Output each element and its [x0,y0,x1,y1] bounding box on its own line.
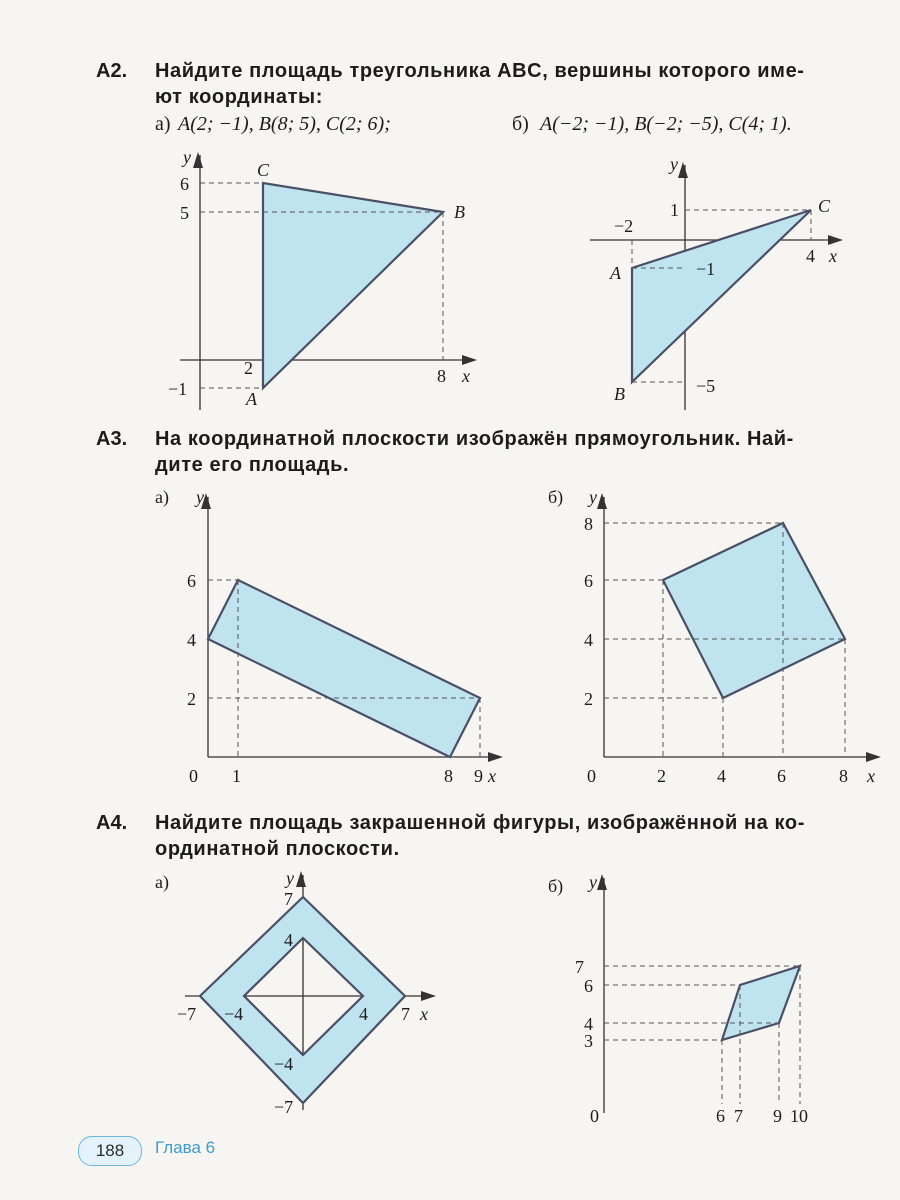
tick-label: 8 [437,366,446,386]
axis-label-y: y [183,147,191,167]
tick-label: −7 [274,1097,294,1117]
tick-label: 4 [359,1004,368,1024]
tick-label: 8 [444,766,453,786]
task-a3-text-line1: На координатной плоскости изображён прямоугольник. Най- [155,428,794,450]
tick-label: 1 [670,200,679,220]
tick-label: 2 [244,358,253,378]
tick-label: 5 [180,203,189,223]
tick-label: 2 [584,689,593,709]
vertex-label-b: B [454,202,465,222]
figure-label-b: б) [548,876,564,896]
tick-label: −4 [224,1004,244,1024]
vertex-label-c: C [257,160,270,180]
tick-label: 7 [575,957,584,977]
tick-label: 1 [232,766,241,786]
chapter-label: Глава 6 [155,1138,216,1157]
figure-label-b: б) [548,487,564,507]
task-a2-option-a: A(2; −1), B(8; 5), C(2; 6); [178,113,391,135]
task-a3-text-line2: дите его площадь. [155,454,350,476]
tick-label: 0 [590,1106,599,1126]
task-a2-option-a-label: а) [155,113,171,135]
task-a2-text-line1: Найдите площадь треугольника ABC, вершины которого име- [155,60,805,82]
tick-label: 2 [657,766,666,786]
tick-label: 6 [777,766,786,786]
tick-label: −4 [274,1054,294,1074]
task-a4-text-line2: ординатной плоскости. [155,838,400,860]
tick-label: 2 [187,689,196,709]
vertex-label-a: A [246,389,257,409]
tick-label: 4 [717,766,726,786]
tick-label: 6 [716,1106,725,1126]
tick-label: 3 [584,1031,593,1051]
vertex-label-a: A [610,263,621,283]
tick-label: 9 [474,766,483,786]
axis-label-x: x [420,1004,428,1024]
axis-label-y: y [196,487,204,507]
axis-label-x: x [829,246,837,266]
tick-label: 0 [587,766,596,786]
tick-label: 4 [584,1014,593,1034]
parallelogram [722,966,800,1040]
tick-label: 7 [401,1004,410,1024]
axis-label-x: x [488,766,496,786]
tick-label: 10 [790,1106,808,1126]
task-a4-text-line1: Найдите площадь закрашенной фигуры, изображённой на ко- [155,812,805,834]
tick-label: 6 [187,571,196,591]
tick-label: 4 [284,930,293,950]
task-a3-number: A3. [96,428,128,450]
task-a2-text-line2: ют координаты: [155,86,323,108]
tick-label: 6 [584,976,593,996]
task-a4-number: A4. [96,812,128,834]
tick-label: 8 [839,766,848,786]
tick-label: 4 [584,630,593,650]
tick-label: 4 [187,630,196,650]
axis-label-x: x [462,366,470,386]
tick-label: 8 [584,514,593,534]
tick-label: −1 [696,259,716,279]
vertex-label-c: C [818,196,831,216]
tick-label: 7 [734,1106,743,1126]
tick-label: −5 [696,376,716,396]
axis-label-y: y [286,868,294,888]
axis-label-y: y [589,872,597,892]
axis-label-x: x [867,766,875,786]
tick-label: −2 [614,216,634,236]
tick-label: −7 [177,1004,197,1024]
task-a2-number: A2. [96,60,128,82]
tick-label: −1 [168,379,188,399]
tick-label: 9 [773,1106,782,1126]
tick-label: 0 [189,766,198,786]
page-number: 188 [78,1136,142,1166]
figure-label-a: а) [155,487,169,507]
task-a2-option-b: A(−2; −1), B(−2; −5), C(4; 1). [540,113,792,135]
tick-label: 4 [806,246,815,266]
tick-label: 7 [284,889,293,909]
axis-label-y: y [670,154,678,174]
task-a2-option-b-label: б) [512,113,529,135]
tick-label: 6 [180,174,189,194]
vertex-label-b: B [614,384,625,404]
figure-label-a: а) [155,872,169,892]
axis-label-y: y [589,487,597,507]
tick-label: 6 [584,571,593,591]
